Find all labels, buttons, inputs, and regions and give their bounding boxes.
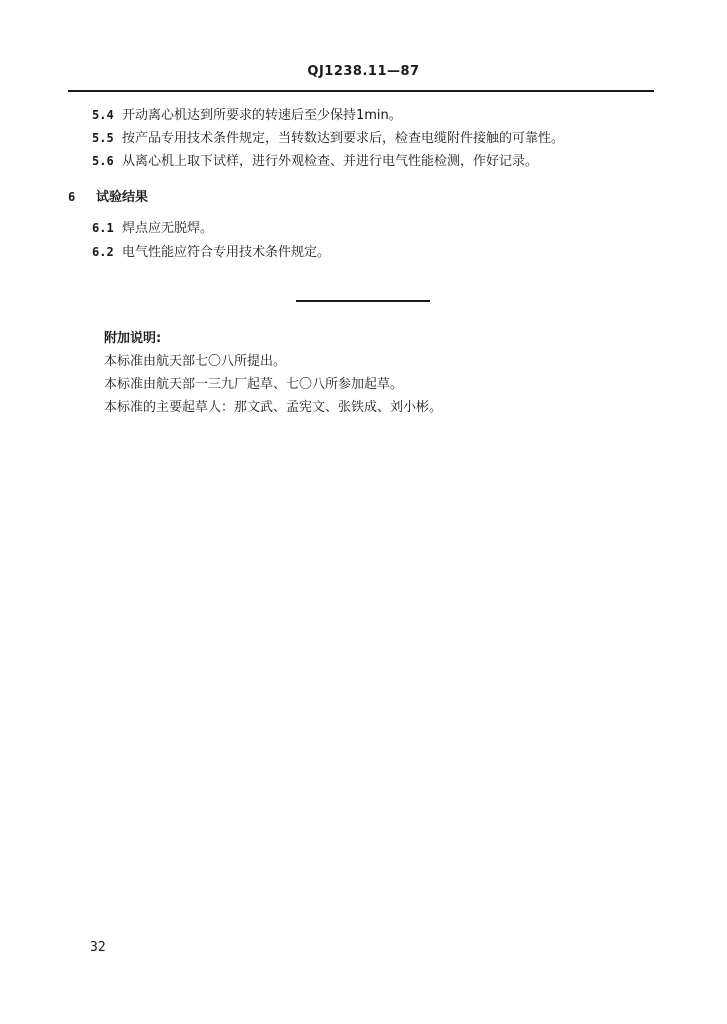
section-6-heading — [68, 188, 148, 207]
section-number: 6 — [68, 190, 76, 204]
clause-number: 5.6 — [92, 154, 114, 168]
clause-number: 5.4 — [92, 108, 114, 122]
notes-line: 本标准由航天部七〇八所提出。 — [104, 354, 287, 369]
header-rule — [68, 90, 654, 92]
clause-text: 电气性能应符合专用技术条件规定。 — [122, 245, 331, 260]
clause-number: 6.2 — [92, 245, 114, 259]
notes-line: 本标准由航天部一三九厂起草、七〇八所参加起草。 — [104, 377, 404, 392]
notes-line: 本标准的主要起草人：那文武、孟宪文、张铁成、刘小彬。 — [104, 400, 443, 415]
clause-5-6 — [92, 152, 538, 171]
clause-5-4 — [92, 106, 402, 125]
page-number: 32 — [90, 940, 106, 955]
clause-number: 6.1 — [92, 221, 114, 235]
clause-text: 焊点应无脱焊。 — [122, 221, 214, 236]
section-divider — [296, 300, 430, 302]
clause-number: 5.5 — [92, 131, 114, 145]
clause-6-2 — [92, 243, 330, 262]
clause-text: 开动离心机达到所要求的转速后至少保持1min。 — [122, 108, 402, 123]
clause-text: 按产品专用技术条件规定，当转数达到要求后，检查电缆附件接触的可靠性。 — [122, 131, 565, 146]
section-title: 试验结果 — [96, 190, 149, 205]
clause-5-5 — [92, 129, 564, 148]
notes-title: 附加说明: — [104, 331, 162, 346]
standard-code-header: QJ1238.11—87 — [307, 64, 420, 79]
clause-6-1 — [92, 219, 213, 238]
clause-text: 从离心机上取下试样，进行外观检查、并进行电气性能检测，作好记录。 — [122, 154, 539, 169]
